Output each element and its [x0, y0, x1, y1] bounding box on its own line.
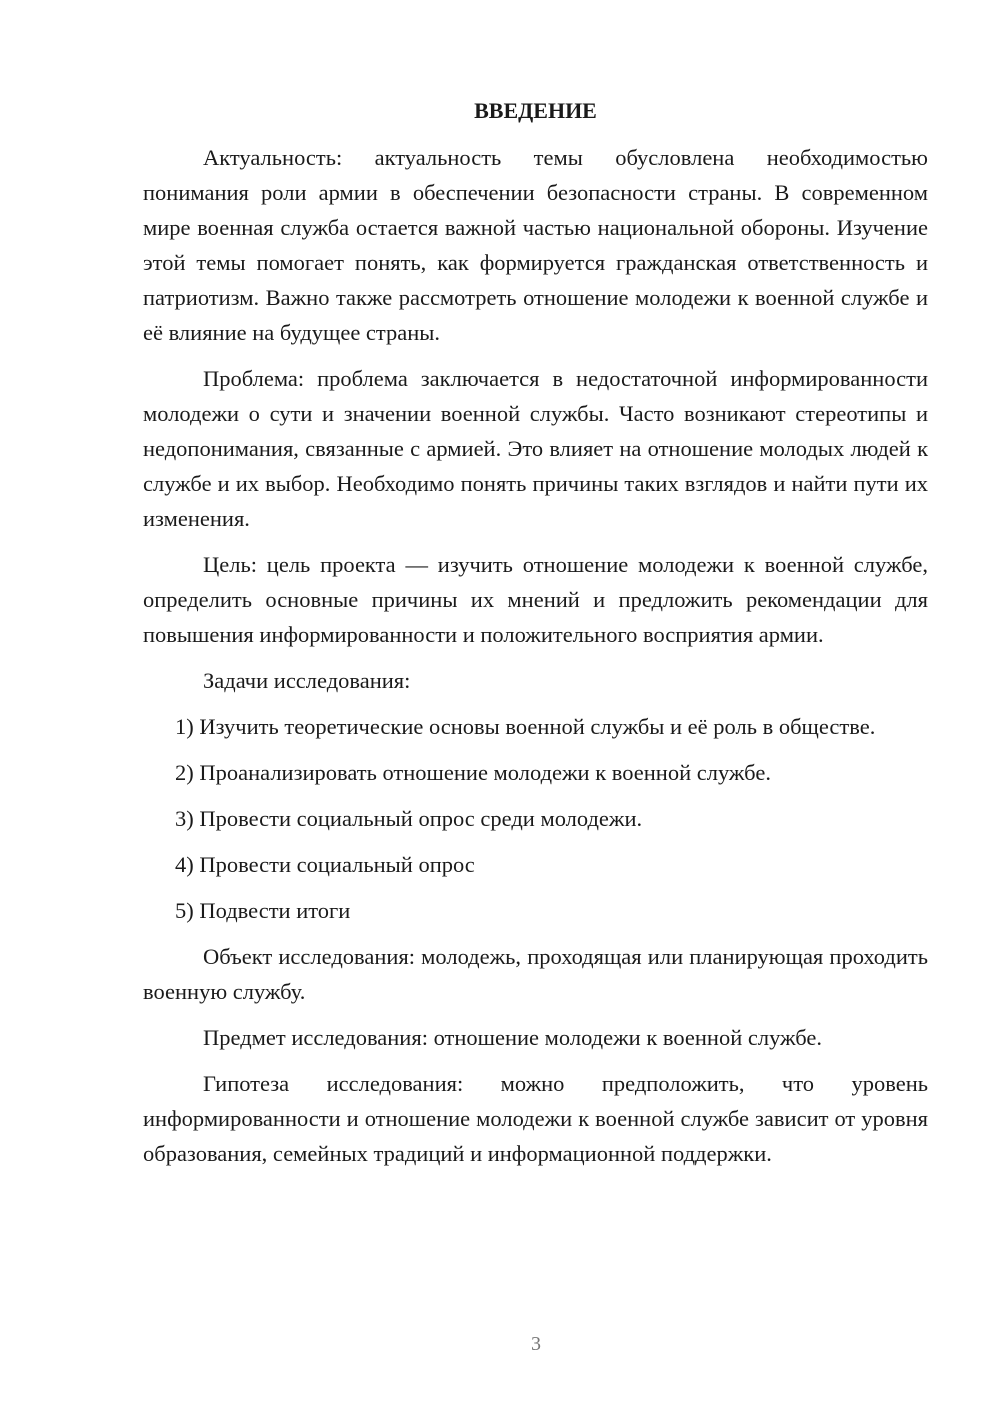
hypothesis-paragraph: Гипотеза исследования: можно предположить, что уровень информированности и отношение молодежи к военной службе зависит от уровня образования, семейных традиций и информационной поддержки. [143, 1071, 928, 1166]
goal-paragraph: Цель: цель проекта — изучить отношение молодежи к военной службе, определить основные причины их мнений и предложить рекомендации для повышения информированности и положительного восприятия армии. [143, 552, 928, 647]
task-item: 4) Провести социальный опрос [175, 852, 475, 877]
task-item: 3) Провести социальный опрос среди молодежи. [175, 806, 643, 831]
task-item: 2) Проанализировать отношение молодежи к военной службе. [175, 760, 771, 785]
relevance-paragraph: Актуальность: актуальность темы обусловлена необходимостью понимания роли армии в обеспечении безопасности страны. В современном мире военная служба остается важной частью национальной обороны. Изучение этой темы помогает понять, как формируется гражданская ответственность и патриотизм. Важно также рассмотреть отношение молодежи к военной службе и её влияние на будущее страны. [143, 145, 928, 345]
section-heading: ВВЕДЕНИЕ [474, 98, 597, 123]
page-content [143, 93, 928, 1182]
task-item: 5) Подвести итоги [175, 898, 351, 923]
tasks-heading: Задачи исследования: [203, 668, 411, 693]
task-item: 1) Изучить теоретические основы военной службы и её роль в обществе. [175, 714, 876, 739]
page-number: 3 [531, 1333, 541, 1355]
problem-paragraph: Проблема: проблема заключается в недостаточной информированности молодежи о сути и значении военной службы. Часто возникают стереотипы и недопонимания, связанные с армией. Это влияет на отношение молодых людей к службе и их выбор. Необходимо понять причины таких взглядов и найти пути их изменения. [143, 366, 928, 531]
object-paragraph: Объект исследования: молодежь, проходящая или планирующая проходить военную службу. [143, 944, 928, 1004]
subject-paragraph: Предмет исследования: отношение молодежи к военной службе. [203, 1025, 823, 1050]
